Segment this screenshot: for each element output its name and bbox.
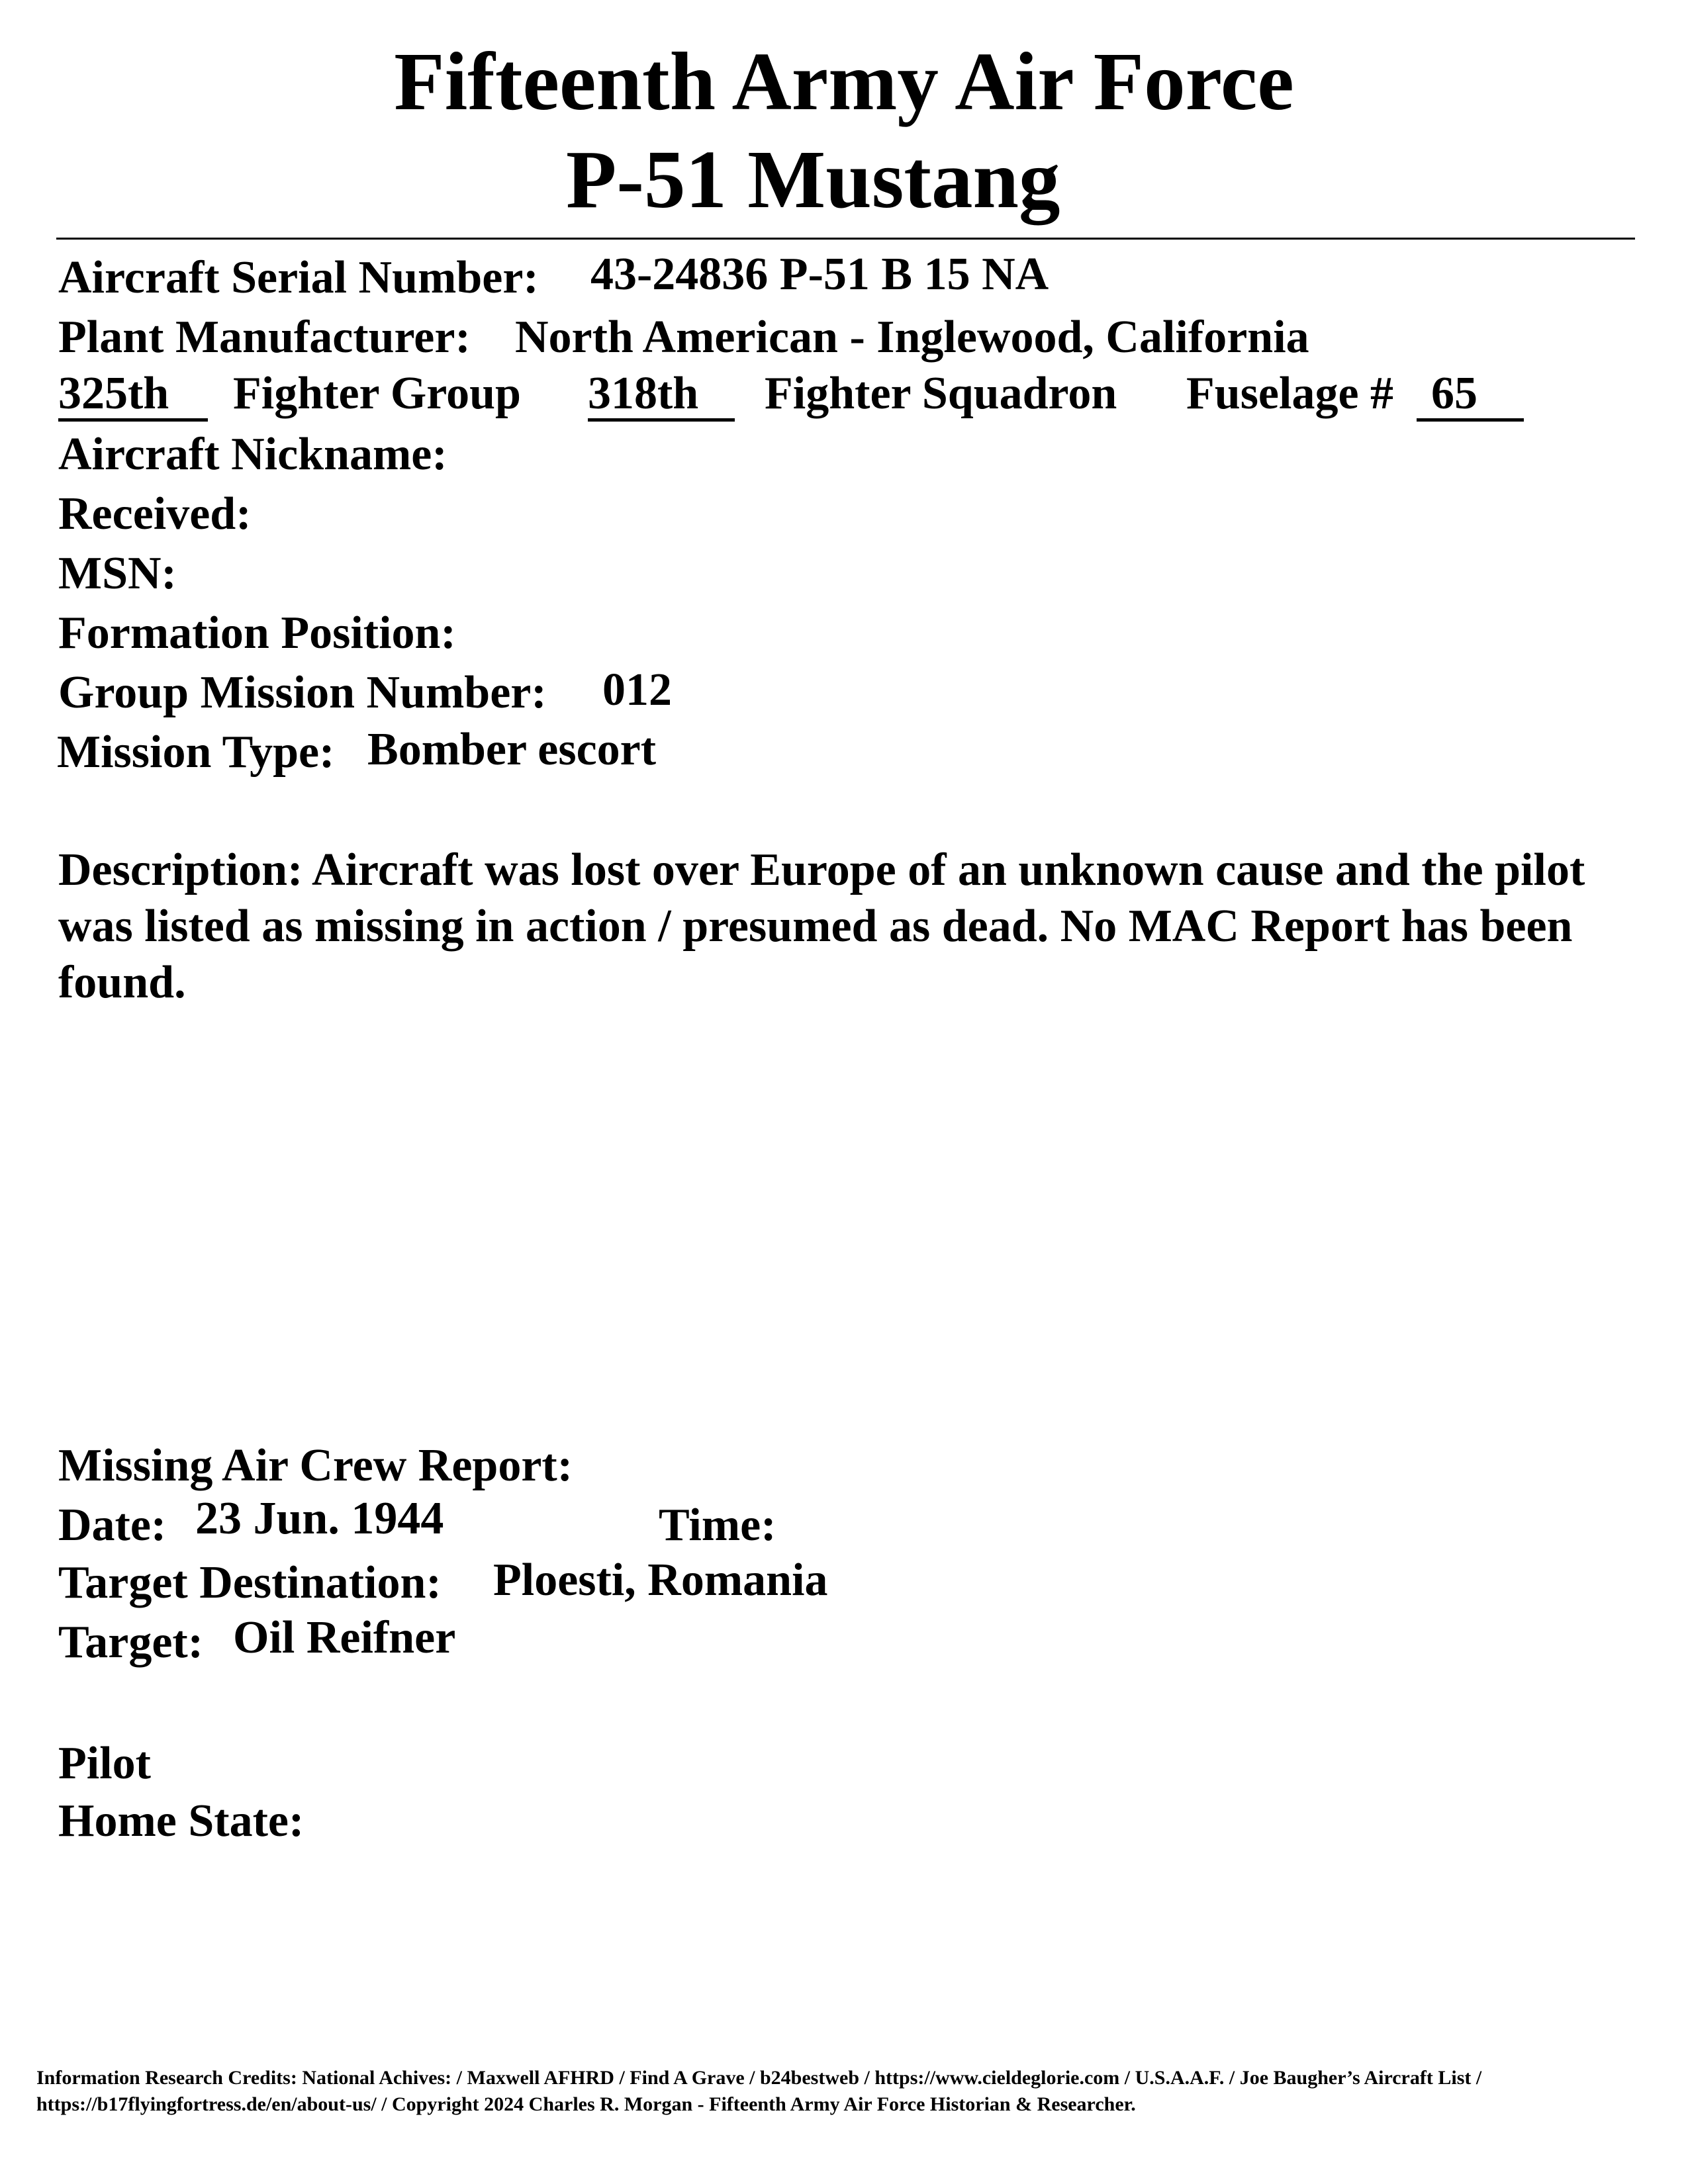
fuselage-label: Fuselage #: [1186, 368, 1394, 419]
description: [58, 842, 1660, 1011]
credits-line-2: https://b17flyingfortress.de/en/about-us/ / Copyright 2024 Charles R. Morgan - Fifteenth Army Air Force Historian & Researcher.: [36, 2093, 1136, 2115]
serial-label: Aircraft Serial Number:: [58, 252, 539, 303]
description-text: Aircraft was lost over Europe of an unknown cause and the pilot was listed as missing in action / presumed as dead. No MAC Report has been found.: [58, 844, 1585, 1008]
received-label: Received:: [58, 488, 252, 539]
macr-label: Missing Air Crew Report:: [58, 1440, 573, 1491]
formation-position-label: Formation Position:: [58, 608, 456, 659]
date-value: 23 Jun. 1944: [195, 1493, 444, 1544]
manufacturer-value: North American - Inglewood, California: [515, 312, 1309, 363]
pilot-label: Pilot: [58, 1738, 151, 1789]
group-mission-value: 012: [602, 664, 672, 715]
target-label: Target:: [58, 1617, 204, 1668]
home-state-label: Home State:: [58, 1796, 305, 1846]
description-label: Description:: [58, 844, 303, 895]
fighter-group-label: Fighter Group: [233, 368, 521, 419]
destination-label: Target Destination:: [58, 1557, 442, 1608]
credits-line-1: Information Research Credits: National Achives: / Maxwell AFHRD / Find A Grave / b24bestweb / https://www.cieldeglorie.com / U.S.A.A.F. / Joe Baugher’s Aircraft List /: [36, 2067, 1482, 2089]
mission-type-value: Bomber escort: [367, 724, 657, 775]
header-divider: [56, 238, 1635, 240]
serial-value: 43-24836 P-51 B 15 NA: [590, 249, 1049, 300]
mission-type-label: Mission Type:: [57, 727, 335, 778]
group-mission-label: Group Mission Number:: [58, 667, 547, 718]
time-label: Time:: [659, 1500, 776, 1551]
target-value: Oil Reifner: [233, 1612, 456, 1663]
page-subtitle: P-51 Mustang: [566, 134, 1060, 226]
page-title: Fifteenth Army Air Force: [394, 36, 1294, 128]
manufacturer-label: Plant Manufacturer:: [58, 312, 471, 363]
fighter-squadron-value: 318th: [588, 371, 735, 422]
fighter-group-value: 325th: [58, 371, 208, 422]
fuselage-value: 65: [1417, 371, 1524, 422]
msn-label: MSN:: [58, 548, 177, 599]
date-label: Date:: [58, 1500, 167, 1551]
nickname-label: Aircraft Nickname:: [58, 429, 447, 480]
destination-value: Ploesti, Romania: [493, 1555, 828, 1606]
fighter-squadron-label: Fighter Squadron: [765, 368, 1117, 419]
